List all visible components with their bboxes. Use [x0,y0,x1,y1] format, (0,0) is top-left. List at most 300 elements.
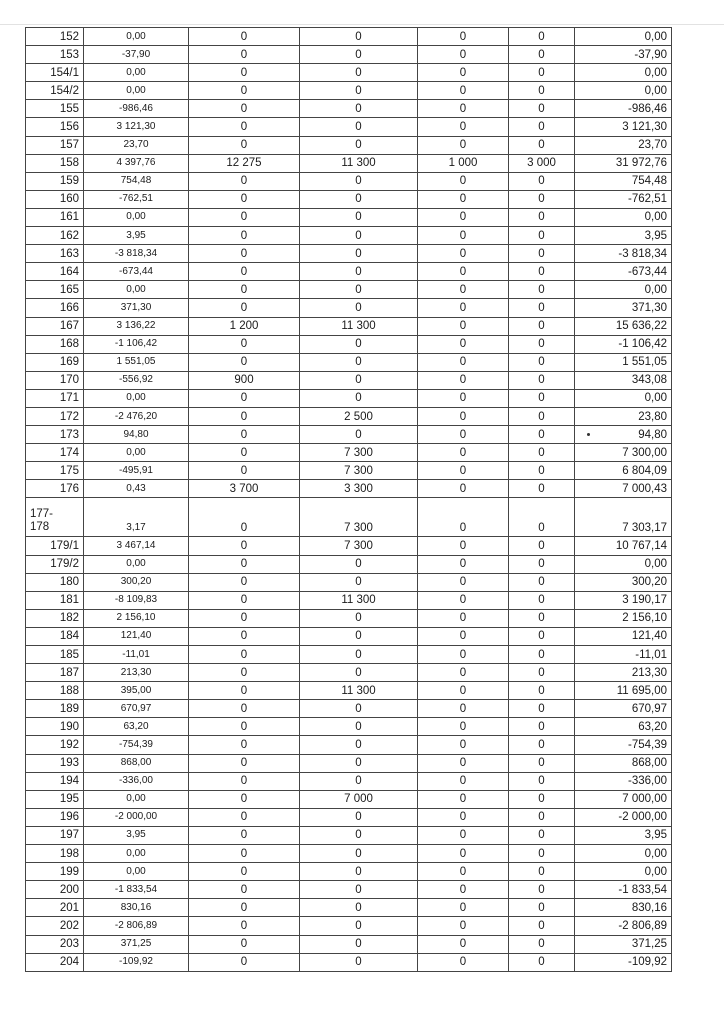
row-total: 23,80 [575,407,672,425]
opening-balance: 670,97 [84,700,189,718]
column-amount-2: 0 [300,953,418,971]
column-amount-1: 0 [189,444,300,462]
table-row [26,917,672,935]
table-row [26,664,672,682]
table-row [26,736,672,754]
row-total: 121,40 [575,627,672,645]
row-number: 184 [26,627,84,645]
opening-balance: -2 000,00 [84,808,189,826]
row-number: 188 [26,682,84,700]
column-amount-2: 0 [300,700,418,718]
row-number: 180 [26,573,84,591]
row-number: 201 [26,899,84,917]
table-row [26,700,672,718]
row-total: 15 636,22 [575,317,672,335]
opening-balance: 23,70 [84,136,189,154]
table-row [26,154,672,172]
opening-balance: 371,30 [84,299,189,317]
column-amount-3: 0 [418,353,509,371]
column-amount-1: 0 [189,573,300,591]
row-total: -11,01 [575,646,672,664]
column-amount-4: 0 [509,591,575,609]
row-number: 170 [26,371,84,389]
column-amount-1: 0 [189,172,300,190]
row-total: 63,20 [575,718,672,736]
column-amount-1: 0 [189,664,300,682]
table-row [26,462,672,480]
column-amount-3: 0 [418,664,509,682]
column-amount-4: 0 [509,462,575,480]
column-amount-2: 0 [300,935,418,953]
column-amount-2: 0 [300,609,418,627]
row-total: 300,20 [575,573,672,591]
table-row [26,426,672,444]
row-number: 187 [26,664,84,682]
column-amount-4: 0 [509,407,575,425]
column-amount-4: 3 000 [509,154,575,172]
column-amount-2: 0 [300,389,418,407]
table-row [26,682,672,700]
opening-balance: -495,91 [84,462,189,480]
table-row [26,389,672,407]
table-row [26,953,672,971]
row-total: 0,00 [575,389,672,407]
opening-balance: -11,01 [84,646,189,664]
table-row [26,555,672,573]
column-amount-2: 0 [300,899,418,917]
column-amount-1: 0 [189,718,300,736]
row-total: 7 000,00 [575,790,672,808]
column-amount-2: 11 300 [300,591,418,609]
column-amount-4: 0 [509,899,575,917]
column-amount-3: 0 [418,899,509,917]
column-amount-3: 0 [418,82,509,100]
opening-balance: 63,20 [84,718,189,736]
column-amount-2: 0 [300,573,418,591]
opening-balance: 0,00 [84,28,189,46]
column-amount-3: 0 [418,371,509,389]
table-row [26,863,672,881]
column-amount-2: 0 [300,371,418,389]
opening-balance: 3 136,22 [84,317,189,335]
column-amount-1: 12 275 [189,154,300,172]
opening-balance: -37,90 [84,46,189,64]
column-amount-2: 0 [300,82,418,100]
table-row [26,845,672,863]
column-amount-3: 0 [418,335,509,353]
row-number: 164 [26,263,84,281]
table-row [26,136,672,154]
row-number: 153 [26,46,84,64]
column-amount-2: 0 [300,845,418,863]
table-row [26,64,672,82]
column-amount-3: 0 [418,100,509,118]
column-amount-4: 0 [509,555,575,573]
column-amount-4: 0 [509,917,575,935]
row-number: 169 [26,353,84,371]
table-row [26,281,672,299]
opening-balance: 0,00 [84,444,189,462]
column-amount-2: 0 [300,718,418,736]
column-amount-4: 0 [509,136,575,154]
column-amount-2: 2 500 [300,407,418,425]
table-row [26,46,672,64]
row-number: 189 [26,700,84,718]
row-total: 3,95 [575,227,672,245]
opening-balance: 0,00 [84,82,189,100]
row-number: 182 [26,609,84,627]
row-number: 172 [26,407,84,425]
table-row [26,498,672,537]
table-row [26,299,672,317]
opening-balance: 3,95 [84,227,189,245]
table-row [26,353,672,371]
column-amount-4: 0 [509,172,575,190]
table-row [26,100,672,118]
row-total: 1 551,05 [575,353,672,371]
table-row [26,808,672,826]
column-amount-2: 0 [300,772,418,790]
column-amount-3: 0 [418,208,509,226]
column-amount-3: 0 [418,299,509,317]
row-number: 198 [26,845,84,863]
opening-balance: 754,48 [84,172,189,190]
row-total: -673,44 [575,263,672,281]
column-amount-1: 0 [189,227,300,245]
column-amount-4: 0 [509,64,575,82]
row-number: 194 [26,772,84,790]
column-amount-4: 0 [509,845,575,863]
column-amount-1: 0 [189,426,300,444]
column-amount-1: 0 [189,682,300,700]
opening-balance: -762,51 [84,190,189,208]
column-amount-3: 0 [418,700,509,718]
column-amount-1: 0 [189,537,300,555]
row-number: 159 [26,172,84,190]
column-amount-4: 0 [509,881,575,899]
column-amount-3: 0 [418,935,509,953]
column-amount-4: 0 [509,718,575,736]
opening-balance: -2 476,20 [84,407,189,425]
column-amount-2: 0 [300,335,418,353]
column-amount-4: 0 [509,389,575,407]
opening-balance: 3 121,30 [84,118,189,136]
table-row [26,480,672,498]
row-total: 371,30 [575,299,672,317]
column-amount-2: 0 [300,863,418,881]
row-number: 173 [26,426,84,444]
column-amount-3: 0 [418,263,509,281]
column-amount-1: 0 [189,863,300,881]
opening-balance: -8 109,83 [84,591,189,609]
row-number: 174 [26,444,84,462]
table-row [26,537,672,555]
column-amount-3: 0 [418,317,509,335]
row-total: 3 121,30 [575,118,672,136]
opening-balance: 0,00 [84,555,189,573]
column-amount-4: 0 [509,28,575,46]
row-total: 868,00 [575,754,672,772]
column-amount-1: 0 [189,335,300,353]
row-number: 160 [26,190,84,208]
column-amount-4: 0 [509,537,575,555]
table-row [26,772,672,790]
column-amount-1: 0 [189,462,300,480]
row-number: 202 [26,917,84,935]
column-amount-1: 0 [189,609,300,627]
column-amount-3: 0 [418,826,509,844]
row-number: 162 [26,227,84,245]
row-total: 670,97 [575,700,672,718]
column-amount-3: 0 [418,190,509,208]
column-amount-2: 0 [300,28,418,46]
row-total: 0,00 [575,82,672,100]
row-number: 196 [26,808,84,826]
column-amount-1: 0 [189,646,300,664]
column-amount-1: 900 [189,371,300,389]
column-amount-2: 0 [300,208,418,226]
column-amount-4: 0 [509,826,575,844]
row-total: 7 303,17 [575,498,672,537]
column-amount-1: 0 [189,64,300,82]
row-number: 203 [26,935,84,953]
column-amount-3: 0 [418,609,509,627]
column-amount-1: 0 [189,700,300,718]
opening-balance: 213,30 [84,664,189,682]
row-number: 193 [26,754,84,772]
column-amount-1: 0 [189,208,300,226]
table-row [26,317,672,335]
row-total: 23,70 [575,136,672,154]
column-amount-3: 0 [418,136,509,154]
opening-balance: 868,00 [84,754,189,772]
opening-balance: 2 156,10 [84,609,189,627]
row-total: 0,00 [575,845,672,863]
row-number: 158 [26,154,84,172]
column-amount-1: 0 [189,845,300,863]
column-amount-1: 0 [189,82,300,100]
opening-balance: 0,00 [84,389,189,407]
row-number: 154/2 [26,82,84,100]
opening-balance: 94,80 [84,426,189,444]
column-amount-1: 0 [189,263,300,281]
column-amount-3: 0 [418,772,509,790]
column-amount-4: 0 [509,682,575,700]
column-amount-4: 0 [509,736,575,754]
table-row [26,718,672,736]
table-row [26,646,672,664]
row-total: -986,46 [575,100,672,118]
column-amount-4: 0 [509,808,575,826]
column-amount-2: 11 300 [300,317,418,335]
column-amount-2: 0 [300,627,418,645]
column-amount-3: 0 [418,118,509,136]
opening-balance: -754,39 [84,736,189,754]
row-number: 195 [26,790,84,808]
column-amount-4: 0 [509,46,575,64]
page-top-edge [0,0,724,25]
column-amount-3: 0 [418,555,509,573]
column-amount-3: 1 000 [418,154,509,172]
column-amount-4: 0 [509,208,575,226]
row-total: -762,51 [575,190,672,208]
row-total: 11 695,00 [575,682,672,700]
row-total: -1 106,42 [575,335,672,353]
opening-balance: -1 106,42 [84,335,189,353]
row-number: 166 [26,299,84,317]
column-amount-2: 0 [300,245,418,263]
column-amount-1: 0 [189,498,300,537]
row-total: -336,00 [575,772,672,790]
column-amount-3: 0 [418,407,509,425]
row-number: 199 [26,863,84,881]
table-row [26,609,672,627]
column-amount-2: 0 [300,826,418,844]
row-number: 176 [26,480,84,498]
opening-balance: -3 818,34 [84,245,189,263]
column-amount-1: 1 200 [189,317,300,335]
row-total: 0,00 [575,64,672,82]
column-amount-3: 0 [418,537,509,555]
opening-balance: -2 806,89 [84,917,189,935]
column-amount-1: 0 [189,591,300,609]
row-number: 163 [26,245,84,263]
column-amount-4: 0 [509,371,575,389]
column-amount-3: 0 [418,754,509,772]
table-row [26,172,672,190]
table-row [26,208,672,226]
table-row [26,754,672,772]
column-amount-1: 0 [189,46,300,64]
column-amount-4: 0 [509,82,575,100]
row-total: 754,48 [575,172,672,190]
column-amount-3: 0 [418,646,509,664]
column-amount-3: 0 [418,845,509,863]
row-total: 7 000,43 [575,480,672,498]
column-amount-4: 0 [509,754,575,772]
row-number: 192 [26,736,84,754]
opening-balance: -556,92 [84,371,189,389]
column-amount-1: 0 [189,917,300,935]
table-row [26,227,672,245]
row-number: 161 [26,208,84,226]
column-amount-1: 0 [189,299,300,317]
column-amount-4: 0 [509,772,575,790]
row-number: 165 [26,281,84,299]
table-row [26,407,672,425]
table-row [26,335,672,353]
column-amount-3: 0 [418,863,509,881]
column-amount-4: 0 [509,953,575,971]
column-amount-1: 0 [189,935,300,953]
column-amount-1: 0 [189,808,300,826]
column-amount-3: 0 [418,227,509,245]
opening-balance: 3,17 [84,498,189,537]
row-total: 830,16 [575,899,672,917]
column-amount-2: 0 [300,227,418,245]
opening-balance: 830,16 [84,899,189,917]
column-amount-3: 0 [418,953,509,971]
column-amount-3: 0 [418,281,509,299]
ledger-body [26,28,672,972]
opening-balance: -336,00 [84,772,189,790]
column-amount-4: 0 [509,281,575,299]
table-row [26,82,672,100]
row-total: 31 972,76 [575,154,672,172]
column-amount-3: 0 [418,808,509,826]
opening-balance: 0,00 [84,863,189,881]
column-amount-3: 0 [418,480,509,498]
column-amount-3: 0 [418,682,509,700]
row-total: 343,08 [575,371,672,389]
opening-balance: 300,20 [84,573,189,591]
column-amount-1: 3 700 [189,480,300,498]
column-amount-1: 0 [189,899,300,917]
table-row [26,790,672,808]
row-number: 156 [26,118,84,136]
row-total: 94,80 [575,426,672,444]
column-amount-2: 11 300 [300,682,418,700]
column-amount-1: 0 [189,136,300,154]
column-amount-4: 0 [509,935,575,953]
column-amount-2: 3 300 [300,480,418,498]
table-row [26,881,672,899]
opening-balance: 4 397,76 [84,154,189,172]
row-total: -2 806,89 [575,917,672,935]
column-amount-4: 0 [509,646,575,664]
column-amount-4: 0 [509,317,575,335]
column-amount-1: 0 [189,881,300,899]
row-total: 371,25 [575,935,672,953]
row-total: -37,90 [575,46,672,64]
row-number: 157 [26,136,84,154]
column-amount-1: 0 [189,353,300,371]
row-total: -2 000,00 [575,808,672,826]
column-amount-1: 0 [189,736,300,754]
column-amount-2: 7 000 [300,790,418,808]
column-amount-3: 0 [418,573,509,591]
column-amount-2: 0 [300,281,418,299]
table-row [26,627,672,645]
column-amount-1: 0 [189,627,300,645]
column-amount-3: 0 [418,881,509,899]
column-amount-3: 0 [418,46,509,64]
opening-balance: 371,25 [84,935,189,953]
column-amount-3: 0 [418,389,509,407]
column-amount-4: 0 [509,573,575,591]
column-amount-4: 0 [509,444,575,462]
row-total: 7 300,00 [575,444,672,462]
row-number: 204 [26,953,84,971]
row-number: 197 [26,826,84,844]
opening-balance: -673,44 [84,263,189,281]
column-amount-3: 0 [418,790,509,808]
column-amount-2: 0 [300,353,418,371]
column-amount-1: 0 [189,826,300,844]
column-amount-2: 0 [300,263,418,281]
column-amount-4: 0 [509,498,575,537]
column-amount-2: 0 [300,64,418,82]
column-amount-4: 0 [509,609,575,627]
column-amount-2: 0 [300,664,418,682]
column-amount-2: 0 [300,172,418,190]
column-amount-4: 0 [509,335,575,353]
row-number: 168 [26,335,84,353]
stray-ink-mark [587,433,590,436]
column-amount-3: 0 [418,736,509,754]
row-number: 152 [26,28,84,46]
column-amount-1: 0 [189,790,300,808]
